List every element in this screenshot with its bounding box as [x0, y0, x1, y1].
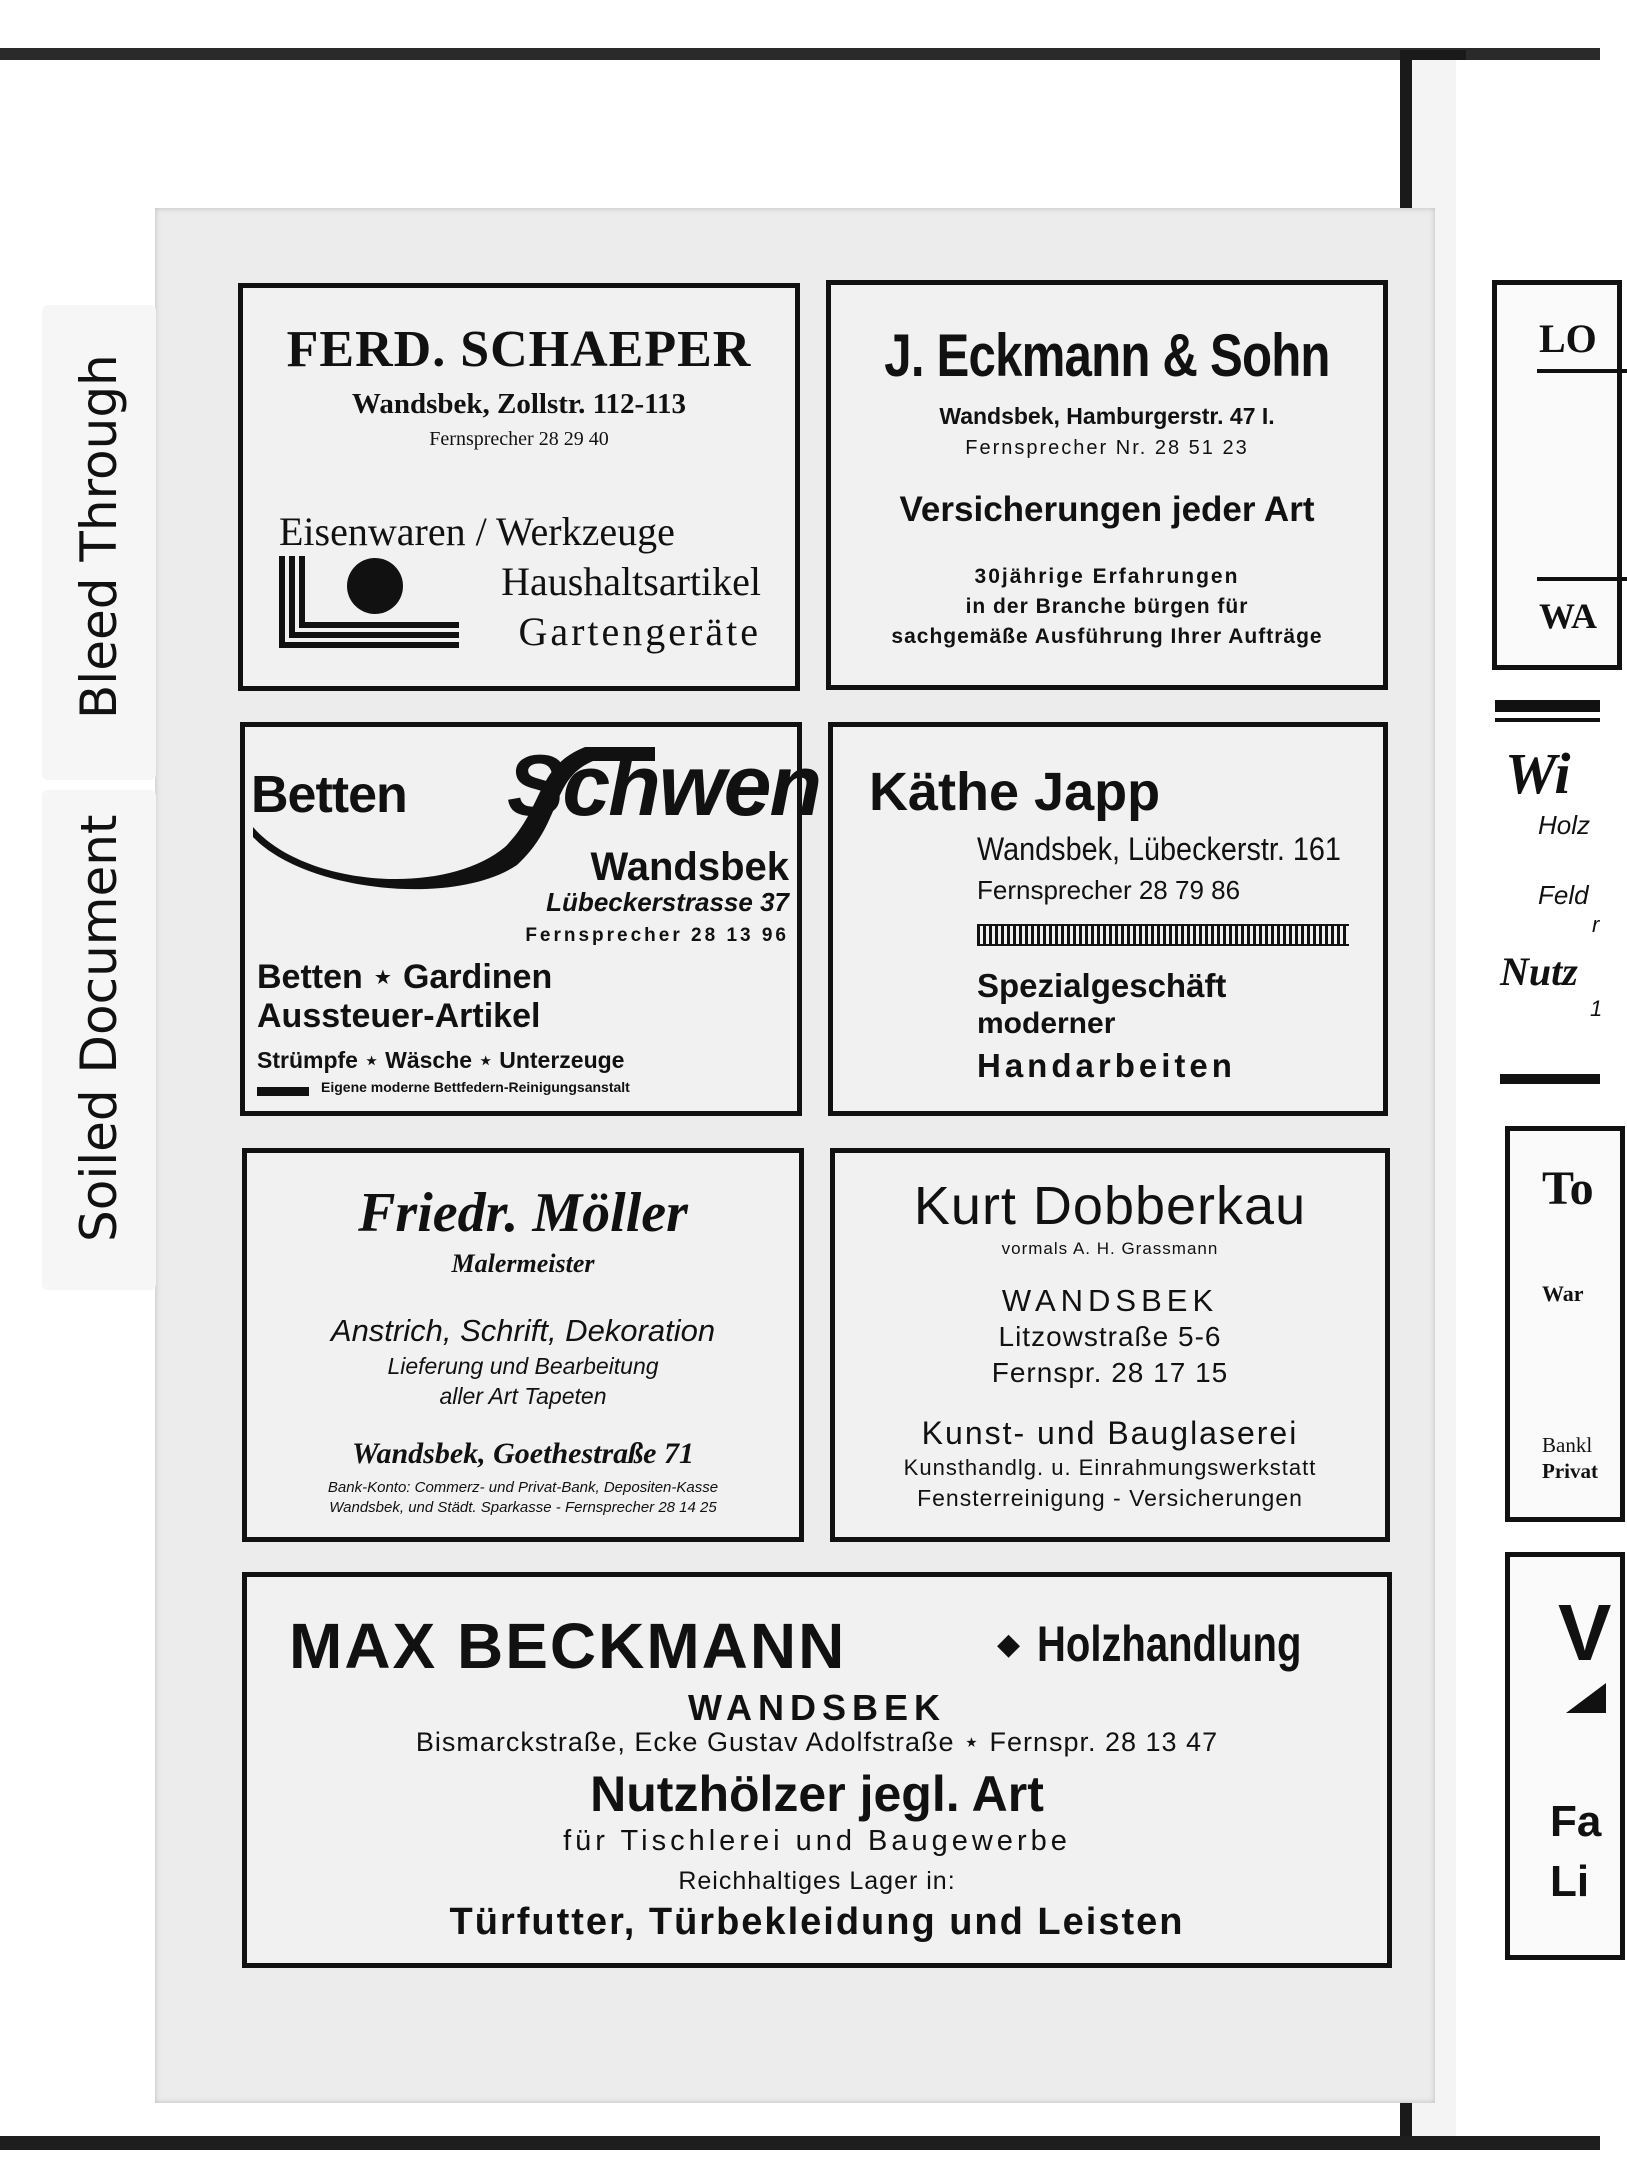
- japp-divider: [977, 924, 1349, 946]
- right-rule-2: [1495, 718, 1600, 722]
- moeller-line2: Lieferung und Bearbeitung: [387, 1353, 659, 1379]
- right-text-nutz: Nutz: [1500, 949, 1578, 994]
- moeller-line3: aller Art Tapeten: [439, 1383, 607, 1409]
- beckmann-name: MAX BECKMANN: [289, 1610, 847, 1682]
- right-ad-3: [1505, 1126, 1625, 1522]
- dobberkau-phone: Fernspr. 28 17 15: [991, 1357, 1229, 1388]
- moeller-bank1: Bank-Konto: Commerz- und Privat-Bank, Depositen-Kasse: [327, 1479, 719, 1496]
- ad-schwen: [240, 722, 820, 1116]
- right-ad-4-li: Li: [1550, 1857, 1590, 1906]
- eckmann-line2: in der Branche bürgen für: [965, 595, 1249, 618]
- soiled-document-tag: [42, 790, 156, 1290]
- beckmann-stock: Reichhaltiges Lager in:: [678, 1867, 956, 1895]
- scan-top-edge: [0, 48, 1600, 60]
- scan-bottom-edge: [0, 2136, 1600, 2150]
- japp-phone: Fernsprecher 28 79 86: [977, 875, 1241, 905]
- eckmann-name: J. Eckmann & Sohn: [884, 322, 1330, 389]
- ad-japp: [828, 722, 1388, 1116]
- schwen-line2: Aussteuer-Artikel: [257, 997, 541, 1035]
- eckmann-address: Wandsbek, Hamburgerstr. 47 I.: [939, 403, 1275, 429]
- schwen-city: Wandsbek: [590, 845, 789, 889]
- dobberkau-formerly: vormals A. H. Grassmann: [1001, 1239, 1219, 1258]
- schwen-street: Lübeckerstrasse 37: [546, 887, 789, 917]
- dobberkau-street: Litzowstraße 5-6: [998, 1321, 1222, 1352]
- schaeper-logo-icon: [279, 556, 459, 656]
- beckmann-diamond-icon: ◆: [997, 1628, 1021, 1661]
- right-ad-4-triangle: [1566, 1683, 1606, 1713]
- japp-name: Käthe Japp: [869, 762, 1161, 822]
- dobberkau-city: WANDSBEK: [1001, 1283, 1219, 1318]
- schwen-phone: Fernsprecher 28 13 96: [525, 925, 789, 946]
- right-text-wi: Wi: [1505, 741, 1571, 806]
- right-ad-1-bottom: WA: [1539, 596, 1598, 636]
- moeller-line1: Anstrich, Schrift, Dekoration: [330, 1313, 716, 1348]
- schaeper-line2: Haushaltsartikel: [501, 559, 761, 604]
- schaeper-line1: Eisenwaren / Werkzeuge: [279, 509, 675, 554]
- right-ad-1-top: LO: [1539, 316, 1597, 361]
- right-ad-4-fa: Fa: [1550, 1797, 1602, 1846]
- right-ad-1-rule-2: [1537, 577, 1627, 581]
- beckmann-headline: Nutzhölzer jegl. Art: [590, 1766, 1044, 1822]
- beckmann-sub: für Tischlerei und Baugewerbe: [563, 1825, 1071, 1857]
- beckmann-city: WANDSBEK: [687, 1687, 946, 1728]
- moeller-name: Friedr. Möller: [358, 1182, 688, 1244]
- right-ad-3-privat: Privat: [1542, 1459, 1598, 1483]
- eckmann-line1: 30jährige Erfahrungen: [974, 565, 1240, 588]
- schwen-line3: Strümpfe ⋆ Wäsche ⋆ Unterzeuge: [257, 1047, 625, 1073]
- right-text-holz: Holz: [1538, 810, 1591, 840]
- schaeper-name: FERD. SCHAEPER: [286, 321, 752, 378]
- right-rule-3: [1500, 1074, 1600, 1084]
- right-ad-3-to: To: [1542, 1162, 1594, 1215]
- dobberkau-line2: Kunsthandlg. u. Einrahmungswerkstatt: [903, 1455, 1317, 1480]
- eckmann-headline: Versicherungen jeder Art: [899, 490, 1315, 529]
- schwen-bar: [257, 1087, 309, 1096]
- schaeper-address: Wandsbek, Zollstr. 112-113: [351, 388, 687, 420]
- right-rule-1: [1495, 700, 1600, 712]
- right-text-feld: Feld: [1538, 880, 1589, 910]
- schwen-line4: Eigene moderne Bettfedern-Reinigungsanstalt: [321, 1079, 630, 1095]
- ad-beckmann: [242, 1572, 1392, 1968]
- japp-line2: moderner: [977, 1007, 1116, 1040]
- right-ad-1-rule: [1537, 369, 1627, 373]
- beckmann-address: Bismarckstraße, Ecke Gustav Adolfstraße ⋆ Fernspr. 28 13 47: [415, 1727, 1219, 1757]
- ad-moeller: [242, 1148, 804, 1542]
- right-ad-3-war: War: [1542, 1281, 1584, 1306]
- dobberkau-line1: Kunst- und Bauglaserei: [921, 1415, 1299, 1451]
- beckmann-trade: Holzhandlung: [1037, 1616, 1302, 1672]
- right-ad-4: [1505, 1552, 1625, 1960]
- soiled-document-label: Soiled Document: [70, 814, 128, 1242]
- japp-line3: Handarbeiten: [977, 1047, 1236, 1084]
- right-ad-3-bank: Bankl: [1542, 1433, 1593, 1457]
- moeller-address: Wandsbek, Goethestraße 71: [352, 1437, 694, 1470]
- schwen-brand-right: Schwen: [507, 738, 820, 834]
- dobberkau-name: Kurt Dobberkau: [913, 1176, 1307, 1236]
- eckmann-phone: Fernsprecher Nr. 28 51 23: [965, 437, 1249, 459]
- dobberkau-line3: Fensterreinigung - Versicherungen: [917, 1485, 1303, 1511]
- right-text-r: r: [1592, 912, 1600, 937]
- schwen-brand-left: Betten: [251, 766, 407, 824]
- ad-eckmann: [826, 280, 1388, 690]
- moeller-title: Malermeister: [451, 1249, 595, 1278]
- right-ad-1: [1492, 280, 1622, 670]
- bleed-through-tag: [42, 305, 156, 780]
- japp-address: Wandsbek, Lübeckerstr. 161: [977, 831, 1341, 867]
- ad-dobberkau: [830, 1148, 1390, 1542]
- right-text-1: 1: [1590, 996, 1603, 1021]
- beckmann-items: Türfutter, Türbekleidung und Leisten: [449, 1901, 1185, 1943]
- schaeper-line3: Gartengeräte: [518, 609, 761, 654]
- japp-line1: Spezialgeschäft: [977, 967, 1227, 1004]
- right-ad-4-v: V: [1558, 1588, 1612, 1677]
- moeller-bank2: Wandsbek, und Städt. Sparkasse - Fernsprecher 28 14 25: [329, 1499, 717, 1516]
- ad-schaeper: [238, 283, 800, 691]
- schaeper-phone: Fernsprecher 28 29 40: [429, 428, 609, 450]
- eckmann-line3: sachgemäße Ausführung Ihrer Aufträge: [891, 625, 1323, 648]
- schwen-line1: Betten ⋆ Gardinen: [257, 958, 553, 996]
- bleed-through-label: Bleed Through: [70, 354, 128, 719]
